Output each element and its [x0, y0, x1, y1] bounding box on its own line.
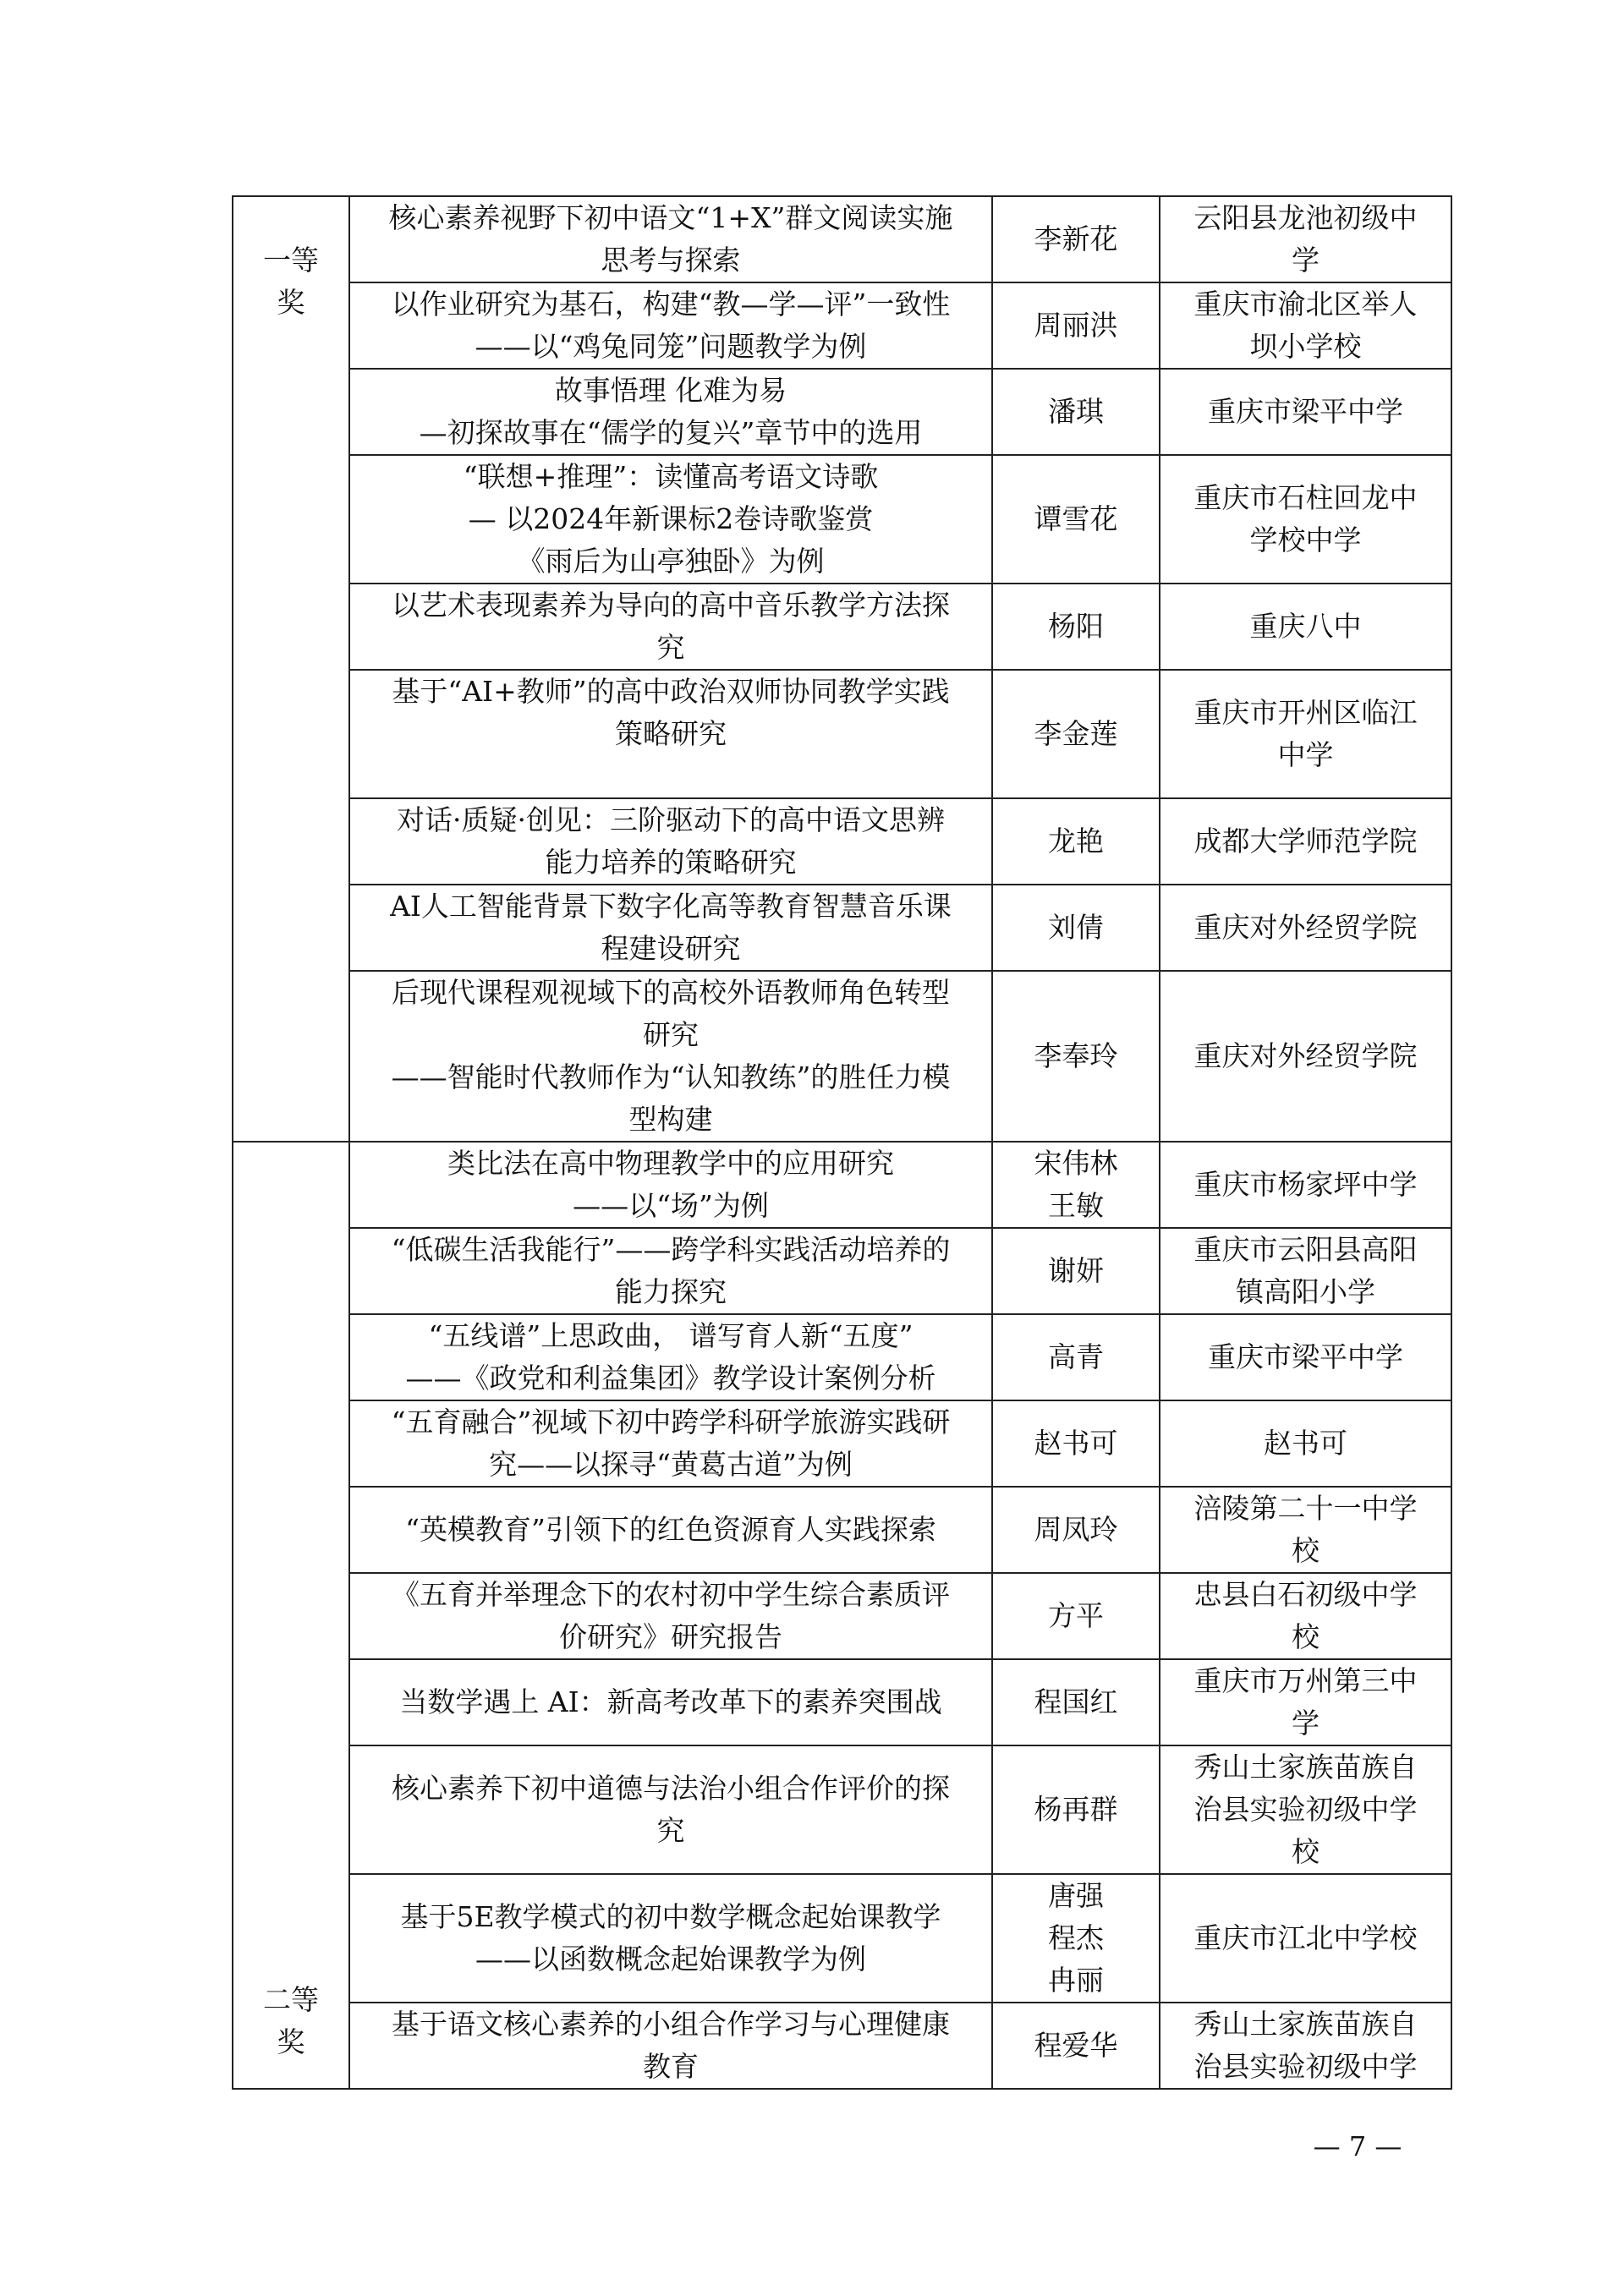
unit-cell-line: 重庆市万州第三中 — [1193, 1664, 1418, 1697]
paper-title-cell-line: 《雨后为山亭独卧》为例 — [517, 545, 825, 578]
award-level-cell-line: 奖 — [277, 286, 305, 319]
unit-cell — [1160, 455, 1451, 584]
paper-title-cell-line: AI人工智能背景下数字化高等教育智慧音乐课 — [390, 890, 952, 923]
author-cell-line: 唐强 — [1048, 1879, 1104, 1912]
paper-title-cell-line: 基于5E教学模式的初中数学概念起始课教学 — [400, 1900, 941, 1933]
unit-cell-line: 云阳县龙池初级中 — [1193, 201, 1418, 234]
table-row — [233, 455, 1451, 584]
paper-title-cell-line: 故事悟理 化难为易 — [554, 374, 787, 407]
unit-cell — [1160, 2003, 1451, 2089]
unit-cell-line: 秀山土家族苗族自 — [1193, 1751, 1418, 1784]
table-row — [233, 1487, 1451, 1573]
unit-cell-line: 重庆市梁平中学 — [1208, 1340, 1403, 1373]
unit-cell — [1160, 971, 1451, 1142]
paper-title-cell — [349, 1745, 992, 1874]
table-row — [233, 1659, 1451, 1745]
paper-title-cell-line: 能力培养的策略研究 — [545, 846, 797, 879]
author-cell-line: 杨阳 — [1048, 610, 1104, 643]
paper-title-cell-line: 究 — [656, 631, 685, 664]
unit-cell — [1160, 1745, 1451, 1874]
author-cell — [992, 1745, 1160, 1874]
unit-cell-line: 治县实验初级中学 — [1193, 1793, 1418, 1826]
unit-cell — [1160, 1659, 1451, 1745]
author-cell-line: 赵书可 — [1034, 1427, 1118, 1460]
paper-title-cell-line: 后现代课程观视域下的高校外语教师角色转型 — [392, 976, 950, 1009]
paper-title-cell-line: “英模教育”引领下的红色资源育人实践探索 — [405, 1513, 936, 1546]
unit-cell-line: 秀山土家族苗族自 — [1193, 2008, 1418, 2041]
paper-title-cell — [349, 670, 992, 798]
paper-title-cell — [349, 455, 992, 584]
unit-cell-line: 重庆对外经贸学院 — [1193, 1039, 1418, 1072]
paper-title-cell-line: ——《政党和利益集团》教学设计案例分析 — [405, 1362, 936, 1395]
author-cell-line: 宋伟林 — [1034, 1147, 1118, 1180]
paper-title-cell — [349, 2003, 992, 2089]
author-cell — [992, 196, 1160, 282]
author-cell-line: 李金莲 — [1034, 717, 1118, 750]
author-cell — [992, 1228, 1160, 1314]
paper-title-cell-line: ——以函数概念起始课教学为例 — [475, 1943, 866, 1975]
table-row — [233, 798, 1451, 885]
unit-cell — [1160, 196, 1451, 282]
paper-title-cell-line: 究 — [656, 1814, 685, 1847]
author-cell-line: 谢妍 — [1048, 1254, 1104, 1287]
unit-cell — [1160, 885, 1451, 971]
author-cell — [992, 1314, 1160, 1400]
paper-title-cell — [349, 798, 992, 885]
author-cell-line: 程国红 — [1034, 1685, 1118, 1718]
unit-cell — [1160, 1228, 1451, 1314]
unit-cell-line: 学校中学 — [1249, 523, 1362, 556]
unit-cell — [1160, 1400, 1451, 1487]
author-cell — [992, 670, 1160, 798]
table-row — [233, 282, 1451, 369]
author-cell-line: 李奉玲 — [1034, 1039, 1118, 1072]
author-cell-line: 方平 — [1048, 1599, 1104, 1632]
unit-cell-line: 重庆八中 — [1249, 610, 1362, 643]
author-cell — [992, 798, 1160, 885]
unit-cell — [1160, 282, 1451, 369]
unit-cell-line: 坝小学校 — [1249, 330, 1362, 363]
table-row — [233, 196, 1451, 282]
table-row — [233, 885, 1451, 971]
unit-cell-line: 重庆市梁平中学 — [1208, 395, 1403, 428]
unit-cell-line: 中学 — [1277, 738, 1334, 771]
unit-cell-line: 重庆市杨家坪中学 — [1193, 1168, 1418, 1201]
paper-title-cell-line: 型构建 — [628, 1103, 713, 1136]
author-cell — [992, 1142, 1160, 1228]
author-cell — [992, 1573, 1160, 1659]
author-cell — [992, 1659, 1160, 1745]
unit-cell-line: 校 — [1292, 1835, 1320, 1868]
unit-cell — [1160, 1314, 1451, 1400]
author-cell-line: 谭雪花 — [1034, 502, 1118, 535]
unit-cell-line: 重庆市云阳县高阳 — [1193, 1233, 1418, 1266]
unit-cell-line: 校 — [1292, 1534, 1320, 1567]
award-level-cell — [233, 196, 349, 1142]
table-row — [233, 1142, 1451, 1228]
author-cell-line: 高青 — [1048, 1340, 1104, 1373]
table-row — [233, 670, 1451, 798]
unit-cell-line: 赵书可 — [1264, 1427, 1347, 1460]
table-row — [233, 1573, 1451, 1659]
author-cell-line: 程杰 — [1048, 1921, 1104, 1954]
unit-cell-line: 成都大学师范学院 — [1193, 825, 1418, 858]
paper-title-cell — [349, 1487, 992, 1573]
paper-title-cell-line: “五线谱”上思政曲， 谱写育人新“五度” — [428, 1319, 914, 1352]
paper-title-cell-line: 当数学遇上 AI：新高考改革下的素养突围战 — [399, 1685, 942, 1718]
award-table — [232, 195, 1452, 2090]
award-level-cell-line: 二等 — [263, 1983, 319, 2016]
paper-title-cell-line: 教育 — [643, 2050, 699, 2083]
unit-cell-line: 重庆市开州区临江 — [1193, 696, 1418, 729]
paper-title-cell-line: 类比法在高中物理教学中的应用研究 — [447, 1147, 894, 1180]
paper-title-cell — [349, 1400, 992, 1487]
paper-title-cell-line: 对话·质疑·创见：三阶驱动下的高中语文思辨 — [397, 803, 945, 836]
author-cell — [992, 971, 1160, 1142]
unit-cell-line: 校 — [1292, 1620, 1320, 1653]
author-cell-line: 周丽洪 — [1034, 309, 1118, 342]
author-cell — [992, 369, 1160, 455]
paper-title-cell — [349, 1573, 992, 1659]
paper-title-cell-line: — 以2024年新课标2卷诗歌鉴赏 — [468, 502, 874, 535]
paper-title-cell-line: 价研究》研究报告 — [559, 1620, 782, 1653]
paper-title-cell-line: 核心素养视野下初中语文“1+X”群文阅读实施 — [388, 201, 953, 234]
table-row — [233, 369, 1451, 455]
paper-title-cell-line: 能力探究 — [615, 1275, 727, 1308]
paper-title-cell — [349, 971, 992, 1142]
unit-cell — [1160, 1142, 1451, 1228]
unit-cell — [1160, 1573, 1451, 1659]
unit-cell — [1160, 1874, 1451, 2003]
table-row — [233, 584, 1451, 670]
unit-cell-line: 重庆市江北中学校 — [1193, 1921, 1418, 1954]
paper-title-cell — [349, 282, 992, 369]
author-cell-line: 冉丽 — [1048, 1964, 1104, 1997]
paper-title-cell — [349, 1142, 992, 1228]
unit-cell-line: 学 — [1292, 1707, 1320, 1740]
unit-cell — [1160, 369, 1451, 455]
author-cell-line: 李新花 — [1034, 222, 1118, 255]
paper-title-cell — [349, 1659, 992, 1745]
author-cell-line: 杨再群 — [1034, 1793, 1118, 1826]
author-cell-line: 刘倩 — [1048, 911, 1104, 944]
paper-title-cell-line: “五育融合”视域下初中跨学科研学旅游实践研 — [391, 1406, 951, 1438]
table-row — [233, 1314, 1451, 1400]
paper-title-cell-line: 以作业研究为基石，构建“教—学—评”一致性 — [391, 288, 951, 321]
author-cell — [992, 1874, 1160, 2003]
paper-title-cell-line: 基于语文核心素养的小组合作学习与心理健康 — [392, 2008, 950, 2041]
award-level-cell-line: 奖 — [277, 2025, 305, 2058]
unit-cell-line: 忠县白石初级中学 — [1193, 1578, 1418, 1611]
author-cell — [992, 282, 1160, 369]
author-cell-line: 龙艳 — [1048, 825, 1104, 858]
paper-title-cell — [349, 1228, 992, 1314]
paper-title-cell — [349, 885, 992, 971]
unit-cell-line: 涪陵第二十一中学 — [1193, 1492, 1418, 1525]
author-cell-line: 王敏 — [1048, 1189, 1104, 1222]
author-cell — [992, 2003, 1160, 2089]
paper-title-cell-line: 策略研究 — [615, 717, 727, 750]
paper-title-cell-line: 思考与探索 — [601, 244, 741, 277]
paper-title-cell-line: 研究 — [643, 1018, 699, 1051]
page-number: — 7 — — [1313, 2130, 1402, 2162]
unit-cell — [1160, 1487, 1451, 1573]
paper-title-cell-line: ——以“场”为例 — [573, 1189, 769, 1222]
author-cell — [992, 584, 1160, 670]
author-cell-line: 程爱华 — [1034, 2029, 1118, 2062]
paper-title-cell — [349, 584, 992, 670]
author-cell — [992, 1487, 1160, 1573]
author-cell-line: 潘琪 — [1048, 395, 1104, 428]
author-cell-line: 周凤玲 — [1034, 1513, 1118, 1546]
paper-title-cell-line: “联想+推理”：读懂高考语文诗歌 — [463, 460, 879, 493]
unit-cell — [1160, 670, 1451, 798]
paper-title-cell-line: ——智能时代教师作为“认知教练”的胜任力模 — [391, 1060, 951, 1093]
award-level-cell — [233, 1142, 349, 2089]
unit-cell-line: 重庆市渝北区举人 — [1193, 288, 1418, 321]
author-cell — [992, 885, 1160, 971]
paper-title-cell-line: 基于“AI+教师”的高中政治双师协同教学实践 — [392, 675, 950, 708]
paper-title-cell-line — [362, 755, 979, 797]
table-row — [233, 1400, 1451, 1487]
table-row — [233, 1874, 1451, 2003]
paper-title-cell-line: —初探故事在“儒学的复兴”章节中的选用 — [419, 416, 923, 449]
paper-title-cell-line: 《五育并举理念下的农村初中学生综合素质评 — [392, 1578, 950, 1611]
paper-title-cell — [349, 1874, 992, 2003]
table-row — [233, 1745, 1451, 1874]
author-cell — [992, 1400, 1160, 1487]
table-row — [233, 2003, 1451, 2089]
paper-title-cell — [349, 1314, 992, 1400]
unit-cell-line: 镇高阳小学 — [1236, 1275, 1375, 1308]
paper-title-cell — [349, 196, 992, 282]
paper-title-cell-line: 究——以探寻“黄葛古道”为例 — [489, 1448, 853, 1481]
author-cell — [992, 455, 1160, 584]
unit-cell — [1160, 798, 1451, 885]
unit-cell-line: 学 — [1292, 244, 1320, 277]
table-row — [233, 971, 1451, 1142]
paper-title-cell-line: 以艺术表现素养为导向的高中音乐教学方法探 — [392, 589, 950, 622]
award-level-cell-line: 一等 — [263, 244, 319, 277]
award-table-body — [233, 196, 1451, 2089]
unit-cell-line: 重庆市石柱回龙中 — [1193, 481, 1418, 514]
paper-title-cell — [349, 369, 992, 455]
paper-title-cell-line: 程建设研究 — [601, 932, 741, 965]
unit-cell-line: 治县实验初级中学 — [1193, 2050, 1418, 2083]
unit-cell — [1160, 584, 1451, 670]
unit-cell-line: 重庆对外经贸学院 — [1193, 911, 1418, 944]
paper-title-cell-line: “低碳生活我能行”——跨学科实践活动培养的 — [391, 1233, 951, 1266]
paper-title-cell-line: ——以“鸡兔同笼”问题教学为例 — [475, 330, 867, 363]
paper-title-cell-line: 核心素养下初中道德与法治小组合作评价的探 — [392, 1772, 950, 1805]
table-row — [233, 1228, 1451, 1314]
